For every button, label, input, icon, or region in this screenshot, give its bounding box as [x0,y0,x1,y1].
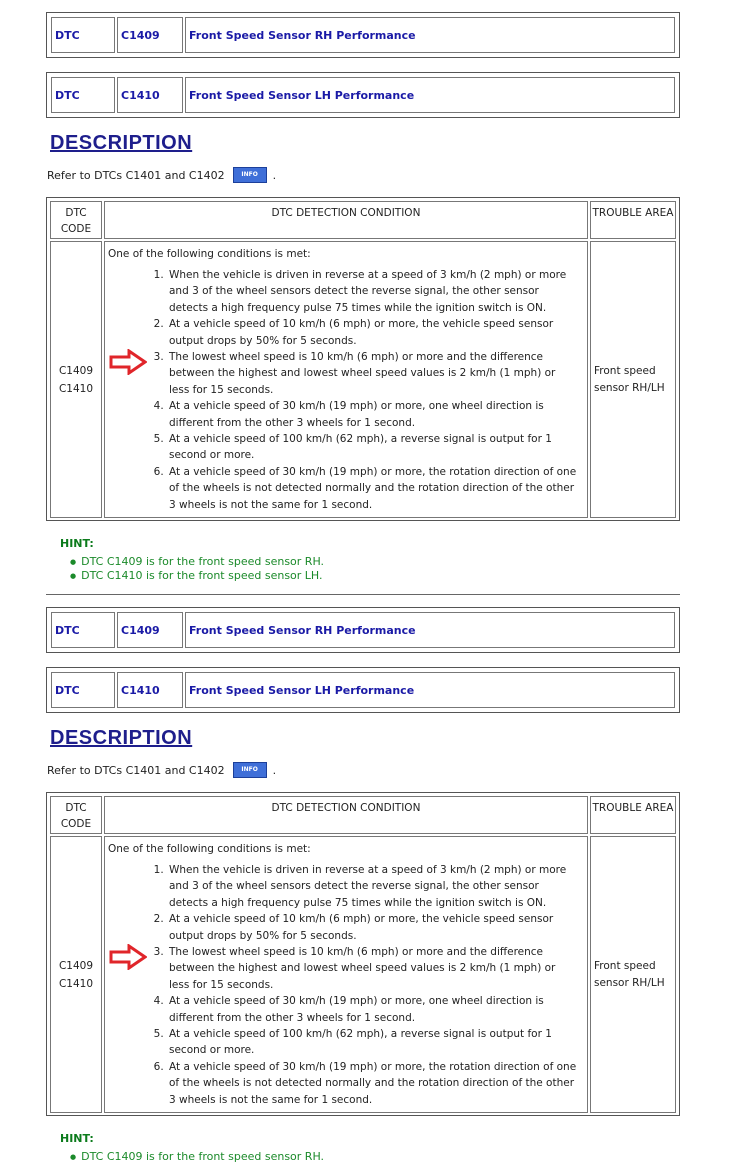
trouble-area-cell: Front speed sensor RH/LH [590,241,676,518]
refer-text: Refer to DTCs C1401 and C1402 [47,168,225,182]
condition-item: 2. At a vehicle speed of 10 km/h (6 mph) or more, the vehicle speed sensor output drops by 50% for 5 seconds. [167,911,579,944]
condition-item: 5. At a vehicle speed of 100 km/h (62 mph), a reverse signal is output for 1 second or more. [167,1026,579,1059]
condition-item: 3. The lowest wheel speed is 10 km/h (6 mph) or more and the difference between the highest and lowest wheel speed values is 2 km/h (1 mph) or less for 15 seconds. [167,349,579,398]
dtc-header-c1410 [46,72,680,118]
dtc-code: C1409 [58,959,94,972]
dtc-code: C1410 [58,977,94,990]
dtc-codes-cell [50,241,102,518]
dtc-label: DTC [51,612,115,648]
header-dtc-code: DTC CODE [50,796,102,834]
info-link-icon[interactable]: INFO [233,167,267,183]
dtc-code-link[interactable]: C1410 [117,77,183,113]
condition-item: 3. The lowest wheel speed is 10 km/h (6 mph) or more and the difference between the highest and lowest wheel speed values is 2 km/h (1 mph) or less for 15 seconds. [167,944,579,993]
condition-item: 2. At a vehicle speed of 10 km/h (6 mph) or more, the vehicle speed sensor output drops by 50% for 5 seconds. [167,316,579,349]
dtc-label: DTC [51,77,115,113]
condition-item: 5. At a vehicle speed of 100 km/h (62 mph), a reverse signal is output for 1 second or more. [167,431,579,464]
header-detection-condition: DTC DETECTION CONDITION [104,796,588,834]
conditions-intro: One of the following conditions is met: [108,248,311,260]
hint-item: ● DTC C1410 is for the front speed sensor LH. [70,569,324,583]
hint-list [70,1150,324,1164]
detection-table [46,792,680,1116]
hint-item: ● DTC C1409 is for the front speed sensor RH. [70,555,324,569]
dtc-header-c1410 [46,667,680,713]
conditions-list [108,267,579,513]
trouble-area-cell: Front speed sensor RH/LH [590,836,676,1113]
section-divider [46,594,680,595]
refer-line [47,762,276,778]
hint-item: ● DTC C1409 is for the front speed sensor RH. [70,1150,324,1164]
header-trouble-area: TROUBLE AREA [590,201,676,239]
condition-item: 1. When the vehicle is driven in reverse at a speed of 3 km/h (2 mph) or more and 3 of the wheel sensors detect the reverse signal, the other sensor detects a high frequency pulse 75 times while the ignition switch is ON. [167,862,579,911]
conditions-intro: One of the following conditions is met: [108,843,311,855]
refer-line [47,167,276,183]
condition-item: 4. At a vehicle speed of 30 km/h (19 mph) or more, one wheel direction is different from the other 3 wheels for 1 second. [167,993,579,1026]
info-link-icon[interactable]: INFO [233,762,267,778]
condition-item: 1. When the vehicle is driven in reverse at a speed of 3 km/h (2 mph) or more and 3 of the wheel sensors detect the reverse signal, the other sensor detects a high frequency pulse 75 times while the ignition switch is ON. [167,267,579,316]
dtc-code-link[interactable]: C1409 [117,17,183,53]
dtc-code: C1409 [58,364,94,377]
header-trouble-area: TROUBLE AREA [590,796,676,834]
dtc-code-link[interactable]: C1410 [117,672,183,708]
description-heading: DESCRIPTION [50,132,193,154]
condition-item: 6. At a vehicle speed of 30 km/h (19 mph) or more, the rotation direction of one of the wheels is not detected normally and the rotation direction of the other 3 wheels is not the same for 1 second. [167,1059,579,1108]
refer-text: Refer to DTCs C1401 and C1402 [47,763,225,777]
condition-item: 6. At a vehicle speed of 30 km/h (19 mph) or more, the rotation direction of one of the wheels is not detected normally and the rotation direction of the other 3 wheels is not the same for 1 second. [167,464,579,513]
description-heading: DESCRIPTION [50,727,193,749]
conditions-list [108,862,579,1108]
dtc-title-link[interactable]: Front Speed Sensor RH Performance [185,612,675,648]
condition-item: 4. At a vehicle speed of 30 km/h (19 mph) or more, one wheel direction is different from the other 3 wheels for 1 second. [167,398,579,431]
header-detection-condition: DTC DETECTION CONDITION [104,201,588,239]
dtc-title-link[interactable]: Front Speed Sensor RH Performance [185,17,675,53]
header-dtc-code: DTC CODE [50,201,102,239]
dtc-codes-cell [50,836,102,1113]
dtc-label: DTC [51,17,115,53]
hint-list [70,555,324,583]
dtc-code: C1410 [58,382,94,395]
dtc-header-c1409 [46,12,680,58]
refer-suffix: . [272,763,277,777]
dtc-header-c1409 [46,607,680,653]
conditions-cell [104,836,588,1113]
red-arrow-icon [109,944,147,970]
dtc-title-link[interactable]: Front Speed Sensor LH Performance [185,77,675,113]
refer-suffix: . [272,168,277,182]
hint-title: HINT: [60,537,94,550]
dtc-title-link[interactable]: Front Speed Sensor LH Performance [185,672,675,708]
hint-title: HINT: [60,1132,94,1145]
detection-table [46,197,680,521]
dtc-code-link[interactable]: C1409 [117,612,183,648]
conditions-cell [104,241,588,518]
dtc-label: DTC [51,672,115,708]
red-arrow-icon [109,349,147,375]
